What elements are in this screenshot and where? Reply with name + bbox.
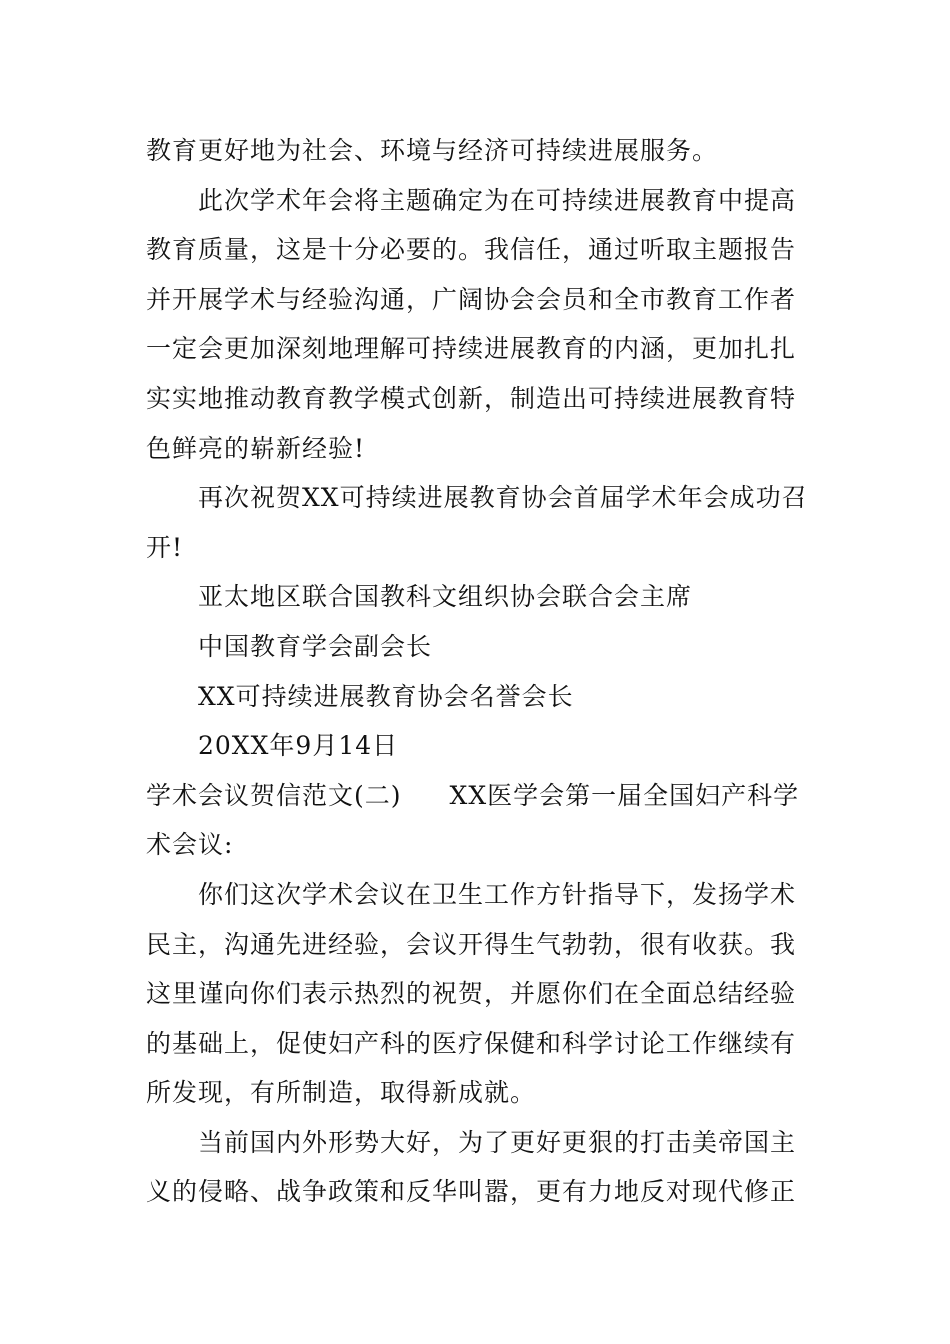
section-heading: 学术会议贺信范文(二) <box>146 780 402 810</box>
text-line: 民主，沟通先进经验，会议开得生气勃勃，很有收获。我 <box>146 929 797 959</box>
text-line: 教育更好地为社会、环境与经济可持续进展服务。 <box>146 136 719 165</box>
text-line: 实实地推动教育教学模式创新，制造出可持续进展教育特 <box>146 383 797 413</box>
text-line: 色鲜亮的崭新经验! <box>146 433 366 463</box>
text-line: 开! <box>146 532 184 562</box>
text-line: 术会议: <box>146 830 234 860</box>
text-line: 所发现，有所制造，取得新成就。 <box>146 1078 537 1108</box>
signature-title-line: 中国教育学会副会长 <box>198 631 433 661</box>
text-line: 的基础上，促使妇产科的医疗保健和科学讨论工作继续有 <box>146 1028 797 1058</box>
paragraph-start-line: 当前国内外形势大好，为了更好更狠的打击美帝国主 <box>198 1127 797 1157</box>
text-line: 这里谨向你们表示热烈的祝贺，并愿你们在全面总结经验 <box>146 979 797 1009</box>
letter-salutation: XX医学会第一届全国妇产科学 <box>449 780 800 810</box>
text-line: 义的侵略、战争政策和反华叫嚣，更有力地反对现代修正 <box>146 1177 797 1207</box>
paragraph-start-line: 再次祝贺XX可持续进展教育协会首届学术年会成功召 <box>198 483 808 513</box>
paragraph-start-line: 此次学术年会将主题确定为在可持续进展教育中提高 <box>198 185 797 215</box>
paragraph-start-line: 你们这次学术会议在卫生工作方针指导下，发扬学术 <box>198 879 797 909</box>
section-heading-line <box>146 771 810 821</box>
signature-title-line: XX可持续进展教育协会名誉会长 <box>198 681 574 711</box>
signature-title-line: 亚太地区联合国教科文组织协会联合会主席 <box>198 582 693 612</box>
text-line: 一定会更加深刻地理解可持续进展教育的内涵，更加扎扎 <box>146 334 797 364</box>
letter-date: 20XX年9月14日 <box>198 731 399 761</box>
text-line: 教育质量，这是十分必要的。我信任，通过听取主题报告 <box>146 235 797 265</box>
text-line: 并开展学术与经验沟通，广阔协会会员和全市教育工作者 <box>146 284 797 314</box>
document-body <box>146 126 810 1217</box>
